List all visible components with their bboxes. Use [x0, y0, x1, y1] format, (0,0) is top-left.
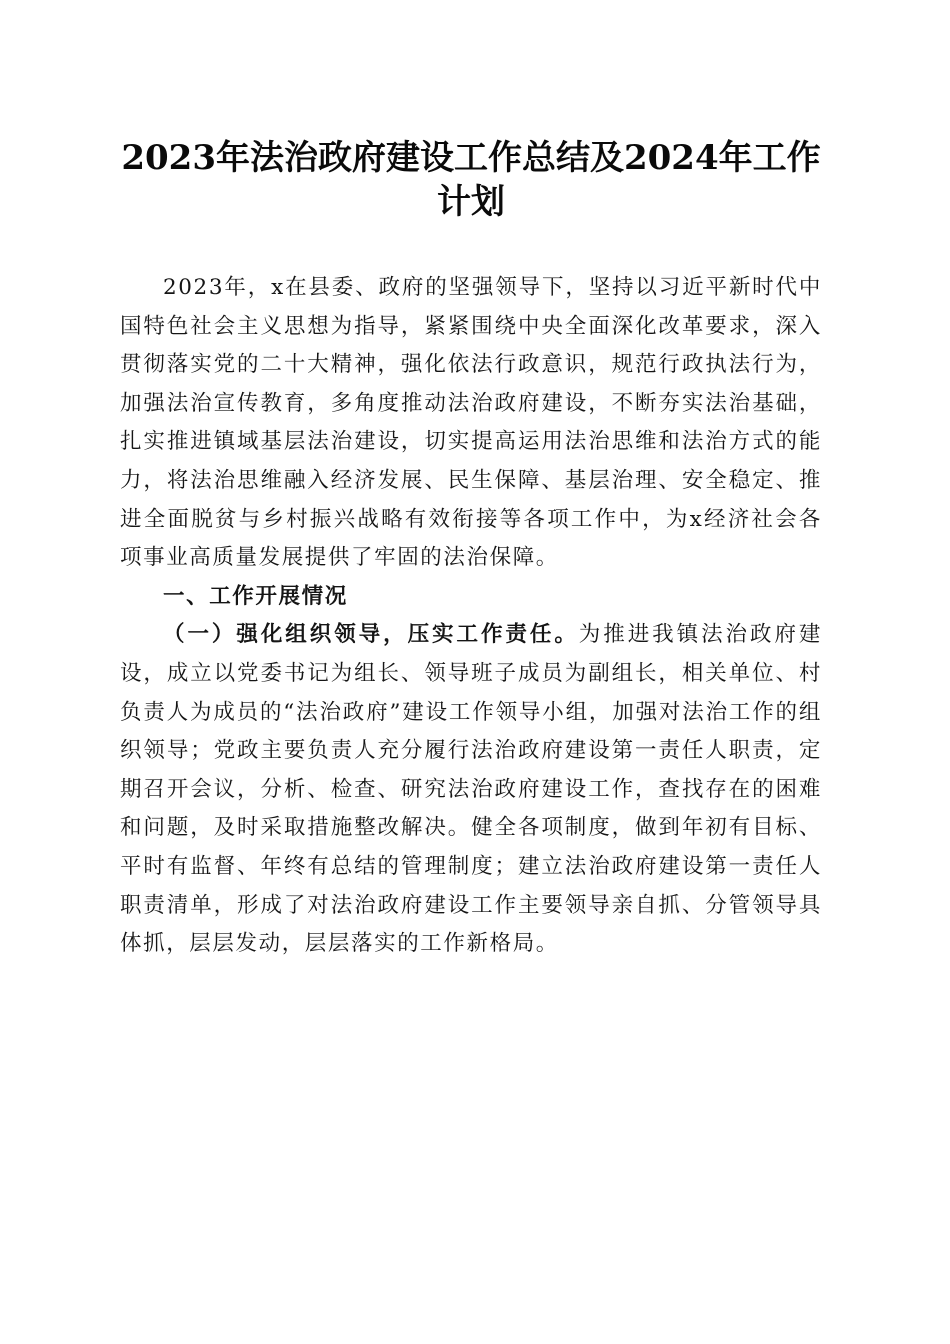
subsection-heading-organization: （一）强化组织领导，压实工作责任。 [163, 622, 579, 648]
section-heading-work-status: 一、工作开展情况 [163, 583, 348, 609]
document-title [120, 136, 822, 224]
document-title-line-1: 2023年法治政府建设工作总结及2024年工作 [121, 138, 821, 178]
document-body [120, 269, 822, 964]
document-title-line-2: 计划 [437, 182, 505, 222]
subsection-body-organization: 为推进我镇法治政府建设，成立以党委书记为组长、领导班子成员为副组长，相关单位、村负责人为成员的“法治政府”建设工作领导小组，加强对法治工作的组织领导；党政主要负责人充分履行法治政府建设第一责任人职责，定期召开会议，分析、检查、研究法治政府建设工作，查找存在的困难和问题，及时采取措施整改解决。健全各项制度，做到年初有目标、平时有监督、年终有总结的管理制度；建立法治政府建设第一责任人职责清单，形成了对法治政府建设工作主要领导亲自抓、分管领导具体抓，层层发动，层层落实的工作新格局。 [120, 622, 822, 957]
intro-paragraph: 2023年，x在县委、政府的坚强领导下，坚持以习近平新时代中国特色社会主义思想为指导，紧紧围绕中央全面深化改革要求，深入贯彻落实党的二十大精神，强化依法行政意识，规范行政执法行为，加强法治宣传教育，多角度推动法治政府建设，不断夯实法治基础，扎实推进镇域基层法治建设，切实提高运用法治思维和法治方式的能力，将法治思维融入经济发展、民生保障、基层治理、安全稳定、推进全面脱贫与乡村振兴战略有效衔接等各项工作中，为x经济社会各项事业高质量发展提供了牢固的法治保障。 [120, 275, 822, 571]
subsection-paragraph-organization [120, 616, 822, 963]
